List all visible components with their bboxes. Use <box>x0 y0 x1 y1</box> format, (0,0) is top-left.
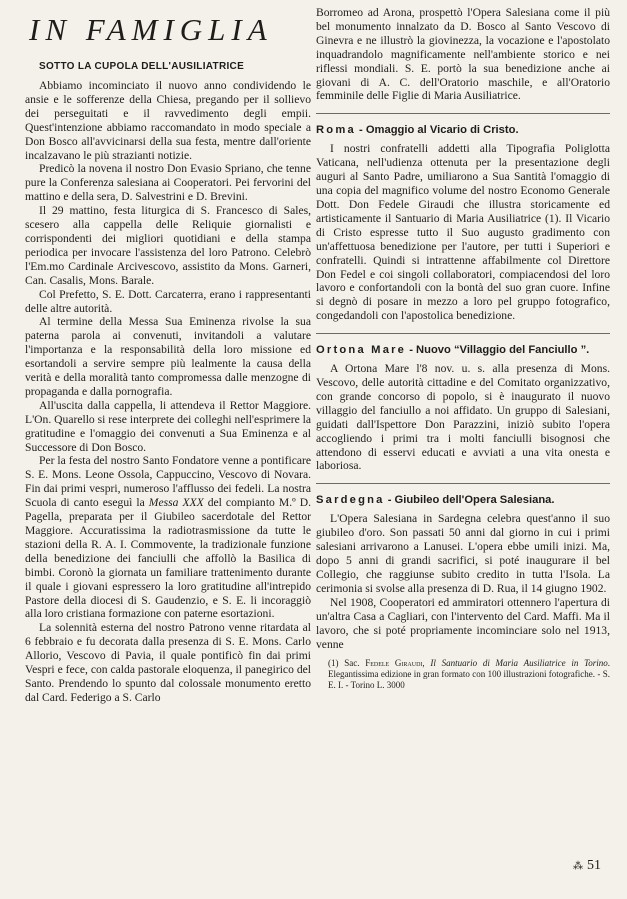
section-heading: - Nuovo “Villaggio del Fanciullo ”. <box>406 344 590 357</box>
footnote-sep: , <box>422 658 431 669</box>
section-divider <box>316 483 610 484</box>
section-title-sardegna <box>316 493 610 507</box>
section-divider <box>316 333 610 334</box>
footnote-rest: . Elegantissima edizione in gran formato con 100 illustrazioni fotografiche. - S. E. I. - Torino L. 3000 <box>328 658 610 691</box>
section-place: Sardegna <box>316 494 385 507</box>
section-heading: - Giubileo dell'Opera Salesiana. <box>384 494 555 507</box>
continuation-paragraph: Borromeo ad Arona, prospettò l'Opera Salesiana come il più bel monumento innalzato da D. Bosco al Santo Vescovo di Ginevra e ne illustrò la giovinezza, la vocazione e l'apostolato inquadrandolo magnificamente nell'ambiente storico e nei riflessi mondiali. S. E. portò la sua benedizione anche ai giovani di A. C. dell'Oratorio maschile, e all'Oratorio femminile delle Figlie di Maria Ausiliatrice. <box>316 6 610 103</box>
section-masthead: IN FAMIGLIA <box>29 12 273 47</box>
article-subhead: SOTTO LA CUPOLA DELL'AUSILIATRICE <box>39 61 245 72</box>
paragraph: All'uscita dalla cappella, li attendeva il Rettor Maggiore. L'On. Quarello si rese interprete dei colleghi nell'esprimere la gratitudine e l'omaggio dei convenuti a Sua Eminenza e al Successore di Don Bosco. <box>25 398 311 454</box>
paragraph <box>25 454 311 621</box>
paragraph: L'Opera Salesiana in Sardegna celebra quest'anno il suo giubileo d'oro. Son passati 50 anni dal giorno in cui i primi salesiani arrivarono a Lanusei. L'opera ebbe umili inizi. Ma, dopo 5 anni di grandi sacrifici, si poté inaugurare il bel Collegio, che raggiunse subito credito in tutta l'Isola. La cerimonia si svolse alla presenza di D. Rua, il 14 giugno 1902. <box>316 512 610 595</box>
section-title-roma <box>316 123 610 137</box>
section-place: Roma <box>316 124 356 137</box>
ornament-icon: ⁂ <box>573 861 583 872</box>
paragraph: Nel 1908, Cooperatori ed ammiratori ottennero l'apertura di un'altra Casa a Cagliari, con l'intervento del Card. Maffi. Ma il lavoro, che si poté propriamente incominciare solo nel 1913, venne <box>316 595 610 651</box>
paragraph: Al termine della Messa Sua Eminenza rivolse la sua paterna parola ai convenuti, invitandoli a valutare l'importanza e la responsabilità della loro missione ed esortandoli a servire sempre più lealmente la causa della verità e della moralità tanto compromessa dalle menzogne di propaganda e dalla pornografia. <box>25 315 311 398</box>
section-heading: - Omaggio al Vicario di Cristo. <box>355 124 519 137</box>
mass-title: Messa XXX <box>148 496 204 510</box>
paragraph: Il 29 mattino, festa liturgica di S. Francesco di Sales, scesero alla cappella delle Reliquie giornalisti e corrispondenti dei migliori quotidiani e della stampa periodica per invocare l'assistenza del loro Patrono. Celebrò l'Em.mo Cardinale Arcivescovo, assistito da Mons. Garneri, Can. Casalis, Mons. Barale. <box>25 204 311 287</box>
paragraph: Predicò la novena il nostro Don Evasio Spriano, che tenne pure la Conferenza salesiana ai Cooperatori. Pei fervorini del mattino e della sera, D. Salvestrini e D. Brevini. <box>25 162 311 204</box>
footnote <box>316 658 610 691</box>
paragraph: Abbiamo incominciato il nuovo anno condividendo le ansie e le sofferenze della Chiesa, pregando per il sollievo dei perseguitati e il ravvedimento degli empii. Quest'intenzione abbiamo raccomandato in modo speciale a Don Bosco all'avvicinarsi della sua festa, mentre dall'oriente incalzavano le più strazianti notizie. <box>25 79 311 162</box>
right-column <box>316 6 610 691</box>
paragraph: I nostri confratelli addetti alla Tipografia Poliglotta Vaticana, nell'udienza ottenuta per la presentazione degli auguri al Santo Padre, umiliarono a Sua Santità l'omaggio di una copia del magnifico volume del nostro Economo Generale Dott. Don Fedele Giraudi che illustra storicamente ed artisticamente il Santuario di Maria Ausiliatrice (1). Il Vicario di Cristo espresse tutto il Suo augusto gradimento con un'affettuosa benedizione per l'autore, per tutti i Superiori e confratelli. Quindi si intrattenne affabilmente col Direttore Don Fedel e coi singoli collaboratori, compiacendosi del loro lavoro e confortandoli con la bontà del suo gran cuore. Infine si degnò di posare in mezzo a loro pel gruppo fotografico, congedandoli con l'apostolica benedizione. <box>316 142 610 323</box>
section-divider <box>316 113 610 114</box>
footnote-author: Fedele Giraudi <box>365 658 423 669</box>
paragraph: La solennità esterna del nostro Patrono venne ritardata al 6 febbraio e fu decorata dalla presenza di S. E. Mons. Carlo Allorio, Vescovo di Pavia, il quale pontificò fin dai primi Vespri e fece, con calda pastorale eloquenza, il panegirico del Santo. Prendendo lo spunto dal colossale monumento eretto dal Card. Federigo a S. Carlo <box>25 621 311 704</box>
page-number <box>573 858 601 874</box>
section-title-ortona <box>316 343 610 357</box>
footnote-title: Il Santuario di Maria Ausiliatrice in Torino <box>430 658 608 669</box>
paragraph-text: Per la festa del nostro Santo Fondatore venne a pontificare S. E. Mons. Leone Ossola, Cappuccino, Vescovo di Novara. Fin dai primi vespri, numeroso l'afflusso dei fedeli. La nostra Scuola di canto eseguì la <box>25 454 311 510</box>
paragraph-text: del compianto M.º D. Pagella, preparata per il Giubileo sacerdotale del Rettor Maggiore. Accuratissima la radiotrasmissione da tutte le stazioni della R. A. I. Commovente, la tradizionale funzione della benedizione dei fanciulli che affollò la Basilica di bimbi. Coronò la giornata un familiare trattenimento durante il quale i giovani espressero la loro gratitudine all'intrepido Pastore della diocesi di S. Gaudenzio, e S. E. li incoraggiò alla loro cristiana formazione con paterne esortazioni. <box>25 496 311 621</box>
page-number-text: 51 <box>587 858 601 873</box>
left-column <box>25 14 311 705</box>
footnote-mark: (1) Sac. <box>328 658 366 669</box>
paragraph: Col Prefetto, S. E. Dott. Carcaterra, erano i rappresentanti delle altre autorità. <box>25 287 311 315</box>
section-place: Ortona Mare <box>316 344 407 357</box>
paragraph: A Ortona Mare l'8 nov. u. s. alla presenza di Mons. Vescovo, delle autorità cittadine e del Comitato organizzativo, con grande concorso di popolo, si è inaugurato il nuovo villaggio del fanciullo a noi affidato. Un gruppo di Salesiani, guidati dall'Ispettore Don Parazzini, iniziò subito l'opera accogliendo i primi tra i molti fanciulli bisognosi che attendono di esservi educati e avviati a una vita onesta e laboriosa. <box>316 362 610 473</box>
